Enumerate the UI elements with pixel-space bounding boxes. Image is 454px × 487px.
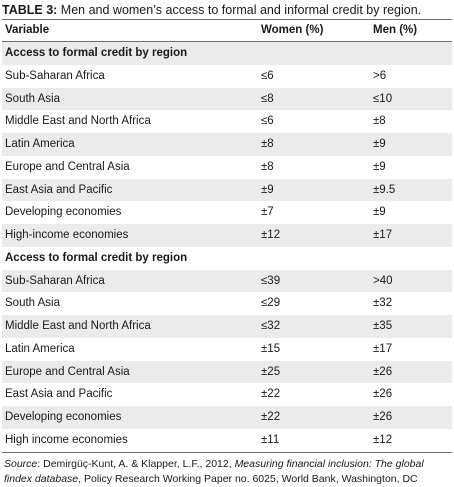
row-region: Europe and Central Asia (5, 160, 130, 173)
row-women-value: ±9 (258, 179, 370, 202)
table-row (2, 406, 452, 429)
source-citation: : Demirgüç-Kunt, A. & Klapper, L.F., 2012, (37, 457, 235, 470)
table-row (2, 270, 452, 293)
row-men-value: ≤10 (370, 88, 452, 111)
table-row (2, 133, 452, 156)
row-women-value: ±15 (261, 342, 281, 355)
row-women-value: ±11 (258, 429, 370, 452)
table-row (2, 88, 452, 111)
row-women-value: ±7 (261, 206, 274, 219)
row-region: South Asia (5, 297, 60, 310)
source-title: Measuring financial inclusion: The global findex database (4, 457, 424, 485)
header-variable: Variable (2, 20, 258, 42)
table-caption-label: TABLE 3: (2, 3, 58, 17)
row-women-value: ≤39 (258, 270, 370, 293)
table-row (2, 338, 452, 361)
row-women-value: ±8 (258, 133, 370, 156)
row-region: Developing economies (2, 406, 258, 429)
row-men-value: >40 (370, 270, 452, 293)
row-women-value: ≤29 (261, 297, 281, 310)
row-region: Middle East and North Africa (5, 115, 151, 128)
row-women-value: ≤6 (261, 69, 274, 82)
row-men-value: ±9 (373, 160, 386, 173)
row-women-value: ≤8 (258, 88, 370, 111)
row-region: Latin America (2, 133, 258, 156)
header-men: Men (%) (370, 20, 452, 42)
table-caption (2, 1, 452, 19)
row-women-value: ±8 (261, 160, 274, 173)
row-region: Middle East and North Africa (2, 315, 258, 338)
row-men-value: ±35 (370, 315, 452, 338)
credit-access-table (2, 19, 452, 453)
table-row (2, 361, 452, 384)
row-women-value: ±25 (258, 361, 370, 384)
row-men-value: ±17 (373, 342, 393, 355)
row-region: East Asia and Pacific (2, 179, 258, 202)
table-row (2, 201, 452, 224)
table-row (2, 179, 452, 202)
row-men-value: ±26 (373, 388, 393, 401)
table-row (2, 110, 452, 133)
row-region: South Asia (2, 88, 258, 111)
source-publisher: , Policy Research Working Paper no. 6025, World Bank, Washington, DC (78, 472, 418, 485)
row-men-value: ±26 (370, 361, 452, 384)
row-women-value: ≤6 (261, 115, 274, 128)
table-container (2, 1, 452, 487)
table-row (2, 65, 452, 88)
row-region: Developing economies (5, 206, 122, 219)
source-label: Source (4, 457, 38, 470)
row-men-value: ±17 (370, 224, 452, 247)
row-men-value: ±32 (373, 297, 393, 310)
row-region: Sub-Saharan Africa (5, 69, 105, 82)
table-row (2, 292, 452, 315)
table-header-row (2, 20, 452, 42)
row-men-value: ±9 (373, 206, 386, 219)
row-men-value: >6 (373, 69, 387, 82)
row-region: Latin America (5, 342, 75, 355)
section-title: Access to formal credit by region (5, 251, 188, 264)
row-region: High-income economies (2, 224, 258, 247)
table-row (2, 156, 452, 179)
row-men-value: ±9.5 (370, 179, 452, 202)
source-note (2, 457, 452, 487)
table-row (2, 383, 452, 406)
table-caption-text: Men and women’s access to formal and informal credit by region. (57, 3, 422, 17)
table-row (2, 429, 452, 452)
row-women-value: ±12 (258, 224, 370, 247)
row-women-value: ≤32 (258, 315, 370, 338)
row-region: East Asia and Pacific (5, 388, 113, 401)
section-title: Access to formal credit by region (2, 42, 452, 65)
header-women: Women (%) (258, 20, 370, 42)
row-women-value: ±22 (261, 388, 281, 401)
row-men-value: ±26 (370, 406, 452, 429)
table-row (2, 224, 452, 247)
row-men-value: ±12 (370, 429, 452, 452)
row-men-value: ±9 (370, 133, 452, 156)
row-region: Europe and Central Asia (2, 361, 258, 384)
section-row (2, 42, 452, 65)
table-row (2, 315, 452, 338)
row-women-value: ±22 (258, 406, 370, 429)
row-region: Sub-Saharan Africa (2, 270, 258, 293)
row-region: High income economies (2, 429, 258, 452)
section-row (2, 247, 452, 270)
row-men-value: ±8 (373, 115, 386, 128)
